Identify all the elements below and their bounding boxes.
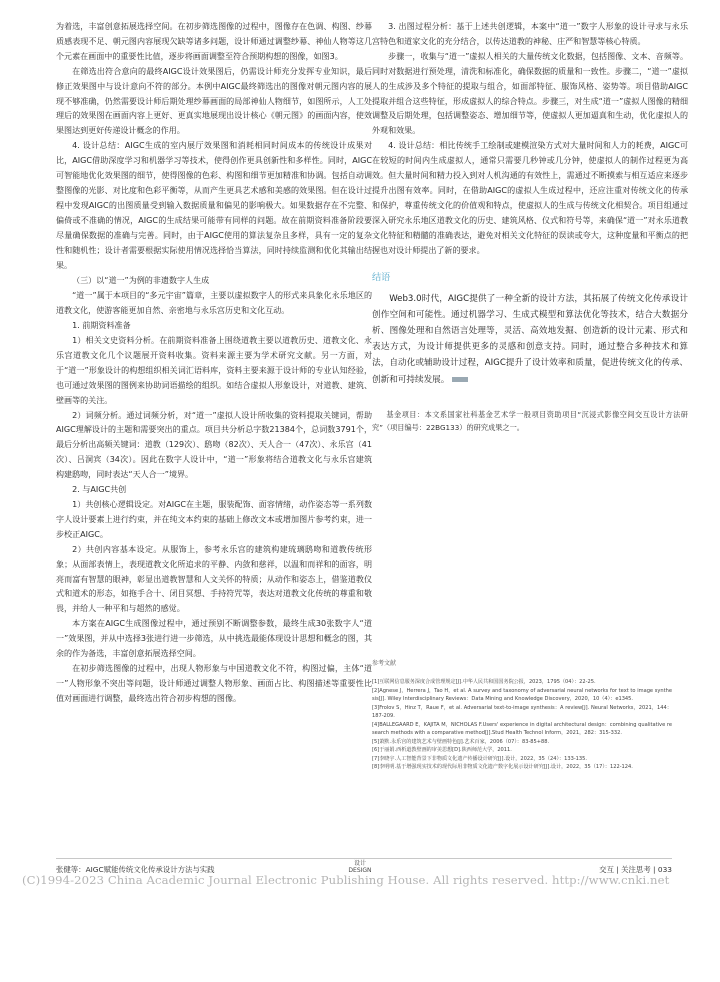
conclusion-block	[372, 291, 688, 388]
reference-item: [2]Agnese J，Herrera J，Tao H，et al. A survey and taxonomy of adversarial neural networks for text to image synthesis[J]. Wiley Interdisciplinary Reviews：Data Mining and Knowledge Discovery，2020，10（4）：e1345.	[372, 687, 672, 702]
conclusion-heading: 结语	[372, 271, 391, 283]
funding-note: 基金项目：本文系国家社科基金艺术学一般项目资助项目“沉浸式影像空间交互设计方法研究”（项目编号：22BG133）的研究成果之一。	[372, 409, 688, 432]
body-paragraph: 为着选，丰富创意拓展选择空间。在初步筛选图像的过程中，图像存在色调、构图、纱幕质感表现不足、朝元图内容展现欠缺等诸多问题，设计师通过调整纱幕、神仙人物等这几个元素在画面中的重要性比值，逐步将画面调整至符合预期构想的图像，如图3。	[56, 22, 372, 61]
left-column	[56, 20, 372, 707]
subsection-heading: 1. 前期资料准备	[72, 321, 131, 331]
body-paragraph: 1）相关文史资料分析。在前期资料准备上围绕道教主要以道教历史、道教文化、永乐宫道教文化几个议题展开资料收集。资料来源主要为学术研究文献。另一方面，对于“道一”形象设计的构想组织相关词汇语料库，资料主要来源于设计师的专业认知经验，也可通过效果图的图例来协助词语描绘的组织。如结合虚拟人形象设计，对道教、建筑、壁画等的关注。	[56, 336, 372, 405]
footer-divider	[56, 858, 672, 859]
reference-item: [3]Frolov S，Hinz T，Raue F，et al. Adversarial text-to-image synthesis：A review[J]. Neural Networks，2021，144：187-209.	[372, 704, 672, 719]
reference-item: [8]李明明.基于增强现实技术的现代际用非物质文化遗产数字化展示设计研究[J].设计，2022，35（17）：122-124.	[372, 764, 633, 770]
right-column	[372, 20, 688, 441]
body-paragraph: 在筛选出符合意向的最终AIGC设计效果图后，仍需设计师充分发挥专业知识，最后修正效果图中与设计意向不符的部分。本例中AIGC最终筛选出的图像对朝元图内容的展现不够准确，仍然需要设计师后期处理纱幕画面的局部神仙人物细节，如图所示，人工处理后的效果图在画面内容上更好、更真实地展现出设计核心《朝元图》的画面内容，使效果图达到更好传递设计概念的作用。	[56, 66, 372, 136]
conclusion-paragraph	[372, 291, 688, 388]
body-paragraph: 1）共创核心逻辑设定。对AIGC在主题，服装配饰、面容情绪，动作姿态等一系列数字人设计要素上进行约束，并在纯文本约束的基础上修改文本或增加图片参考约束，进一步校正AIGC。	[56, 500, 372, 539]
reference-item: [7]李晓宇.人工智能背景下非物质文化遗产传播设计研究[J].设计，2022，35（24）：133-135.	[372, 755, 588, 762]
journal-logo	[330, 860, 390, 874]
running-title: 张健等：AIGC赋能传统文化传承设计方法与实践	[56, 865, 215, 874]
references-heading: 参考文献	[372, 660, 397, 667]
reference-item: [4]BALLEGAARD E，KAJITA M，NICHOLAS F.Users' experience in digital architectural design：combining qualitative research methods with a comparative method[J].Stud Health Technol Inform，2021，282：315-332.	[372, 721, 672, 736]
body-paragraph: 3. 出图过程分析：基于上述共创逻辑，本案中“道一”数字人形象的设计寻求与永乐宫特色和道家文化的充分结合，以传达道教的神秘、庄严和智慧等核心特质。	[372, 22, 688, 46]
body-paragraph: “道一”属于本项目的“多元宇宙”篇章，主要以虚拟数字人的形式来具象化永乐地区的道教文化，使游客能更加自然、亲密地与永乐宫历史和文化互动。	[56, 291, 372, 316]
copyright-watermark: (C)1994-2023 China Academic Journal Electronic Publishing House. All rights reserved. http://www.cnki.net	[22, 873, 670, 887]
body-paragraph: 步骤一，收集与“道一”虚拟人相关的大量传统文化数据，包括图像、文本、音频等。同时对数据进行预处理，清洗和标准化，确保数据的质量和一致性。步骤二，“道一”虚拟人的生成涉及多个特征的提取与组合，如面部特征、服饰风格、姿势等。项目借助AIGC提取并组合这些特征，形成虚拟人的综合特点。步骤三，对生成“道一”虚拟人图像的精细调整及后期处理，包括调整姿态、增加细节等，使虚拟人更加逼真和生动，优化虚拟人的外观和效果。	[372, 51, 688, 136]
reference-item: [1]互联网信息服务深度合成管理规定[J].中华人民共和国国务院公报，2023，1795（04）：22-25.	[372, 679, 596, 685]
section-heading: （三）以“道一”为例的非遗数字人生成	[72, 276, 210, 286]
subsection-heading: 2. 与AIGC共创	[72, 485, 127, 495]
conclusion-text: Web3.0时代，AIGC提供了一种全新的设计方法，其拓展了传统文化传承设计创作空间和可能性。通过机器学习、生成式模型和算法优化等技术，结合大数据分析、图像处理和自然语言处理等，灵活、高效地发掘、创造新的设计元素、形式和表达方式，为设计师提供更多的灵感和创意支持。同时，通过整合多种技术和算法，自动化或辅助设计过程，AIGC提升了设计效率和质量，促进传统文化的传承、创新和可持续发展。	[372, 293, 688, 385]
body-paragraph: 2）共创内容基本设定。从服饰上，参考永乐宫的建筑构建琉璃鸱吻和道教传统形象；从面部表情上，表现道教文化所追求的平静、内敛和慈祥，以温和而祥和的面容，明亮而富有智慧的眼神，彰显出道教智慧和人文关怀的特质；从动作和姿态上，借鉴道教仪式和道术的形态，如拖手合十、闭目冥想、手持符咒等，表达对道教文化传统的尊重和敬畏，并给人一种平和与超然的感觉。	[56, 544, 372, 614]
page-number: 交互 | 关注思考 | 033	[599, 865, 672, 874]
body-paragraph: 在初步筛选图像的过程中，出现人物形象与中国道教文化不符，构图过偏，主体“道一”人物形象不突出等问题，设计师通过调整人物形象、画面占比、构图描述等重要性比值对画面进行调整，最终选出符合初步构想的图像。	[56, 663, 372, 703]
journal-logo-en: DESIGN	[348, 867, 372, 874]
body-paragraph: 4. 设计总结：AIGC生成的室内展厅效果图和消耗相同时间成本的传统设计成果对比，AIGC借助深度学习和机器学习等技术，使得创作更具创新性和多样性。同时，AIGC可智能地优化效果图的细节，使得图像的色彩、构图和细节更加精准和协调。包括自动调整图像的光影、对比度和色彩平衡等，从而产生更具艺术感和美感的效果图。但在设计过程中发现AIGC的出图质量受到输入数据质量和偏见的影响极大。如果数据存在不完整、偏倚或不准确的情况，AIGC的生成结果可能带有同样的问题。故在前期资料准备阶段要尽量确保数据的准确与完善。同时，由于AIGC使用的算法复杂且多样，具有一定的复杂性和随机性；设计者需要根据实际使用情况选择恰当算法，同时持续监测和优化其输出结果。	[56, 141, 372, 270]
body-paragraph: 2）词频分析。通过词频分析，对“道一”虚拟人设计所收集的资料提取关键词，帮助AIGC理解设计的主题和需要突出的重点。项目共分析总字数21384个，总词数3791个，最后分析出高频关键词：道教（129次）、鸱吻（82次）、天人合一（47次）、永乐宫（41次）、吕洞宾（34次）。因此在数字人设计中，“道一”形象将结合道教文化与永乐宫建筑构建鸱吻，同时表达“天人合一”境界。	[56, 410, 372, 480]
body-paragraph: 本方案在AIGC生成图像过程中，通过预别不断调整参数，最终生成30张数字人“道一”效果图，并从中选择3张进行进一步筛选，从中挑选最能体现设计思想和概念的图，其余的作为备选，丰富创意拓展选择空间。	[56, 619, 372, 659]
journal-logo-zh: 设计	[353, 860, 366, 867]
end-mark	[452, 377, 468, 382]
reference-item: [6]于丽娟.西析道教壁画的审美思想[D].陕西师范大学，2011.	[372, 747, 512, 753]
references-list	[372, 678, 672, 772]
reference-item: [5]萧默.永乐宫的建筑艺术与壁画特色[J].艺术百家，2006（07）：83-85+88.	[372, 738, 550, 745]
body-paragraph: 4. 设计总结：相比传统手工绘制或建模渲染方式对大量时间和人力的耗费，AIGC可在较短的时间内生成虚拟人，通常只需要几秒钟或几分钟，使虚拟人的制作过程更为高效。但大量时间和精力投入到对人机沟通的有效性上，需通过不断摸索与相互适应来逐步提升出图有效率。同时，在借助AIGC的虚拟人生成过程中，还应注重对传统文化的传承和保护，尊重传统文化的价值观和特点，使虚拟人的生成与传统文化相契合。项目组通过深入研究永乐地区道教文化的历史、建筑风格、仪式和符号等，来确保“道一”对永乐道教文化特征和精髓的准确表达，避免对相关文化特征的误读或夸大，这种度量和平衡点的把握也对设计师提出了新的要求。	[372, 141, 688, 255]
